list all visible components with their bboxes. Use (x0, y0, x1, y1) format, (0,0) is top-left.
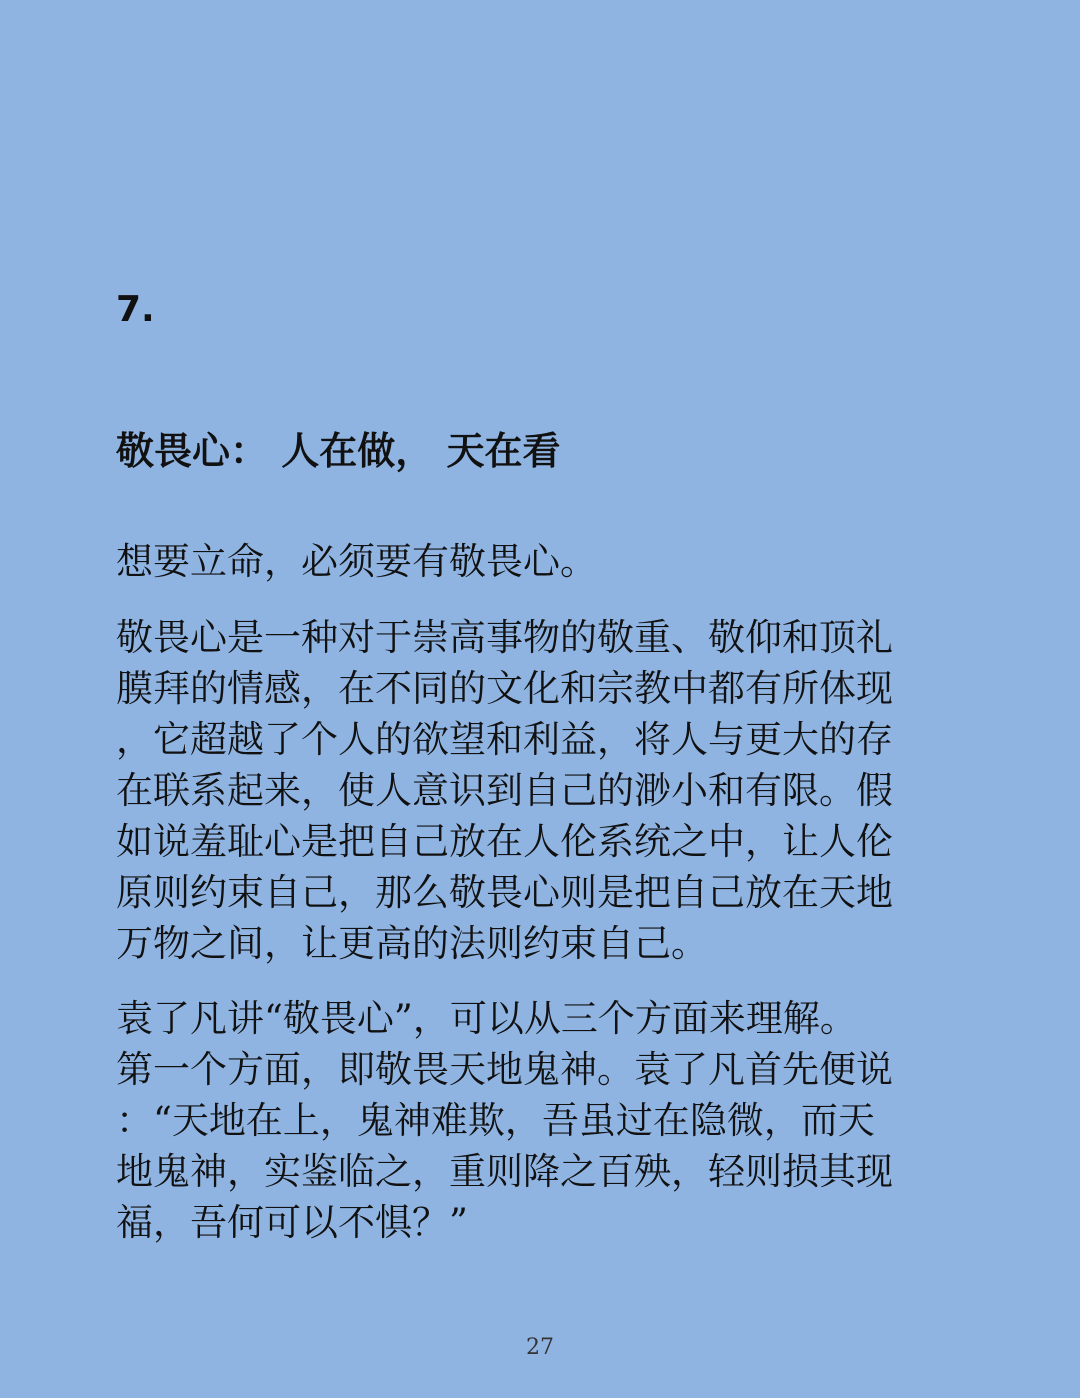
paragraph-3 (116, 993, 956, 1248)
paragraph-line: 地鬼神，实鉴临之，重则降之百殃，轻则损其现 (116, 1150, 893, 1193)
paragraph-line: 敬畏心是一种对于崇高事物的敬重、敬仰和顶礼 (116, 616, 893, 659)
paragraph-line: 袁了凡讲“敬畏心”，可以从三个方面来理解。 (116, 997, 857, 1040)
paragraph-line: 原则约束自己，那么敬畏心则是把自己放在天地 (116, 871, 893, 914)
paragraph-2 (116, 612, 956, 969)
paragraph-line: ，它超越了个人的欲望和利益，将人与更大的存 (116, 718, 893, 761)
paragraph-line: 在联系起来，使人意识到自己的渺小和有限。假 (116, 769, 893, 812)
paragraph-line: 如说羞耻心是把自己放在人伦系统之中，让人伦 (116, 820, 893, 863)
paragraph-line: 福，吾何可以不惧？” (116, 1201, 468, 1244)
paragraph-line: 万物之间，让更高的法则约束自己。 (116, 922, 708, 965)
section-number: 7. (116, 289, 155, 330)
section-title: 敬畏心： 人在做， 天在看 (116, 429, 561, 473)
page-number: 27 (526, 1335, 554, 1360)
paragraph-1 (116, 536, 956, 587)
paragraph-line: 第一个方面，即敬畏天地鬼神。袁了凡首先便说 (116, 1048, 893, 1091)
paragraph-line: ：“天地在上，鬼神难欺，吾虽过在隐微，而天 (116, 1099, 875, 1142)
paragraph-line: 膜拜的情感，在不同的文化和宗教中都有所体现 (116, 667, 893, 710)
paragraph-line: 想要立命，必须要有敬畏心。 (116, 540, 597, 583)
